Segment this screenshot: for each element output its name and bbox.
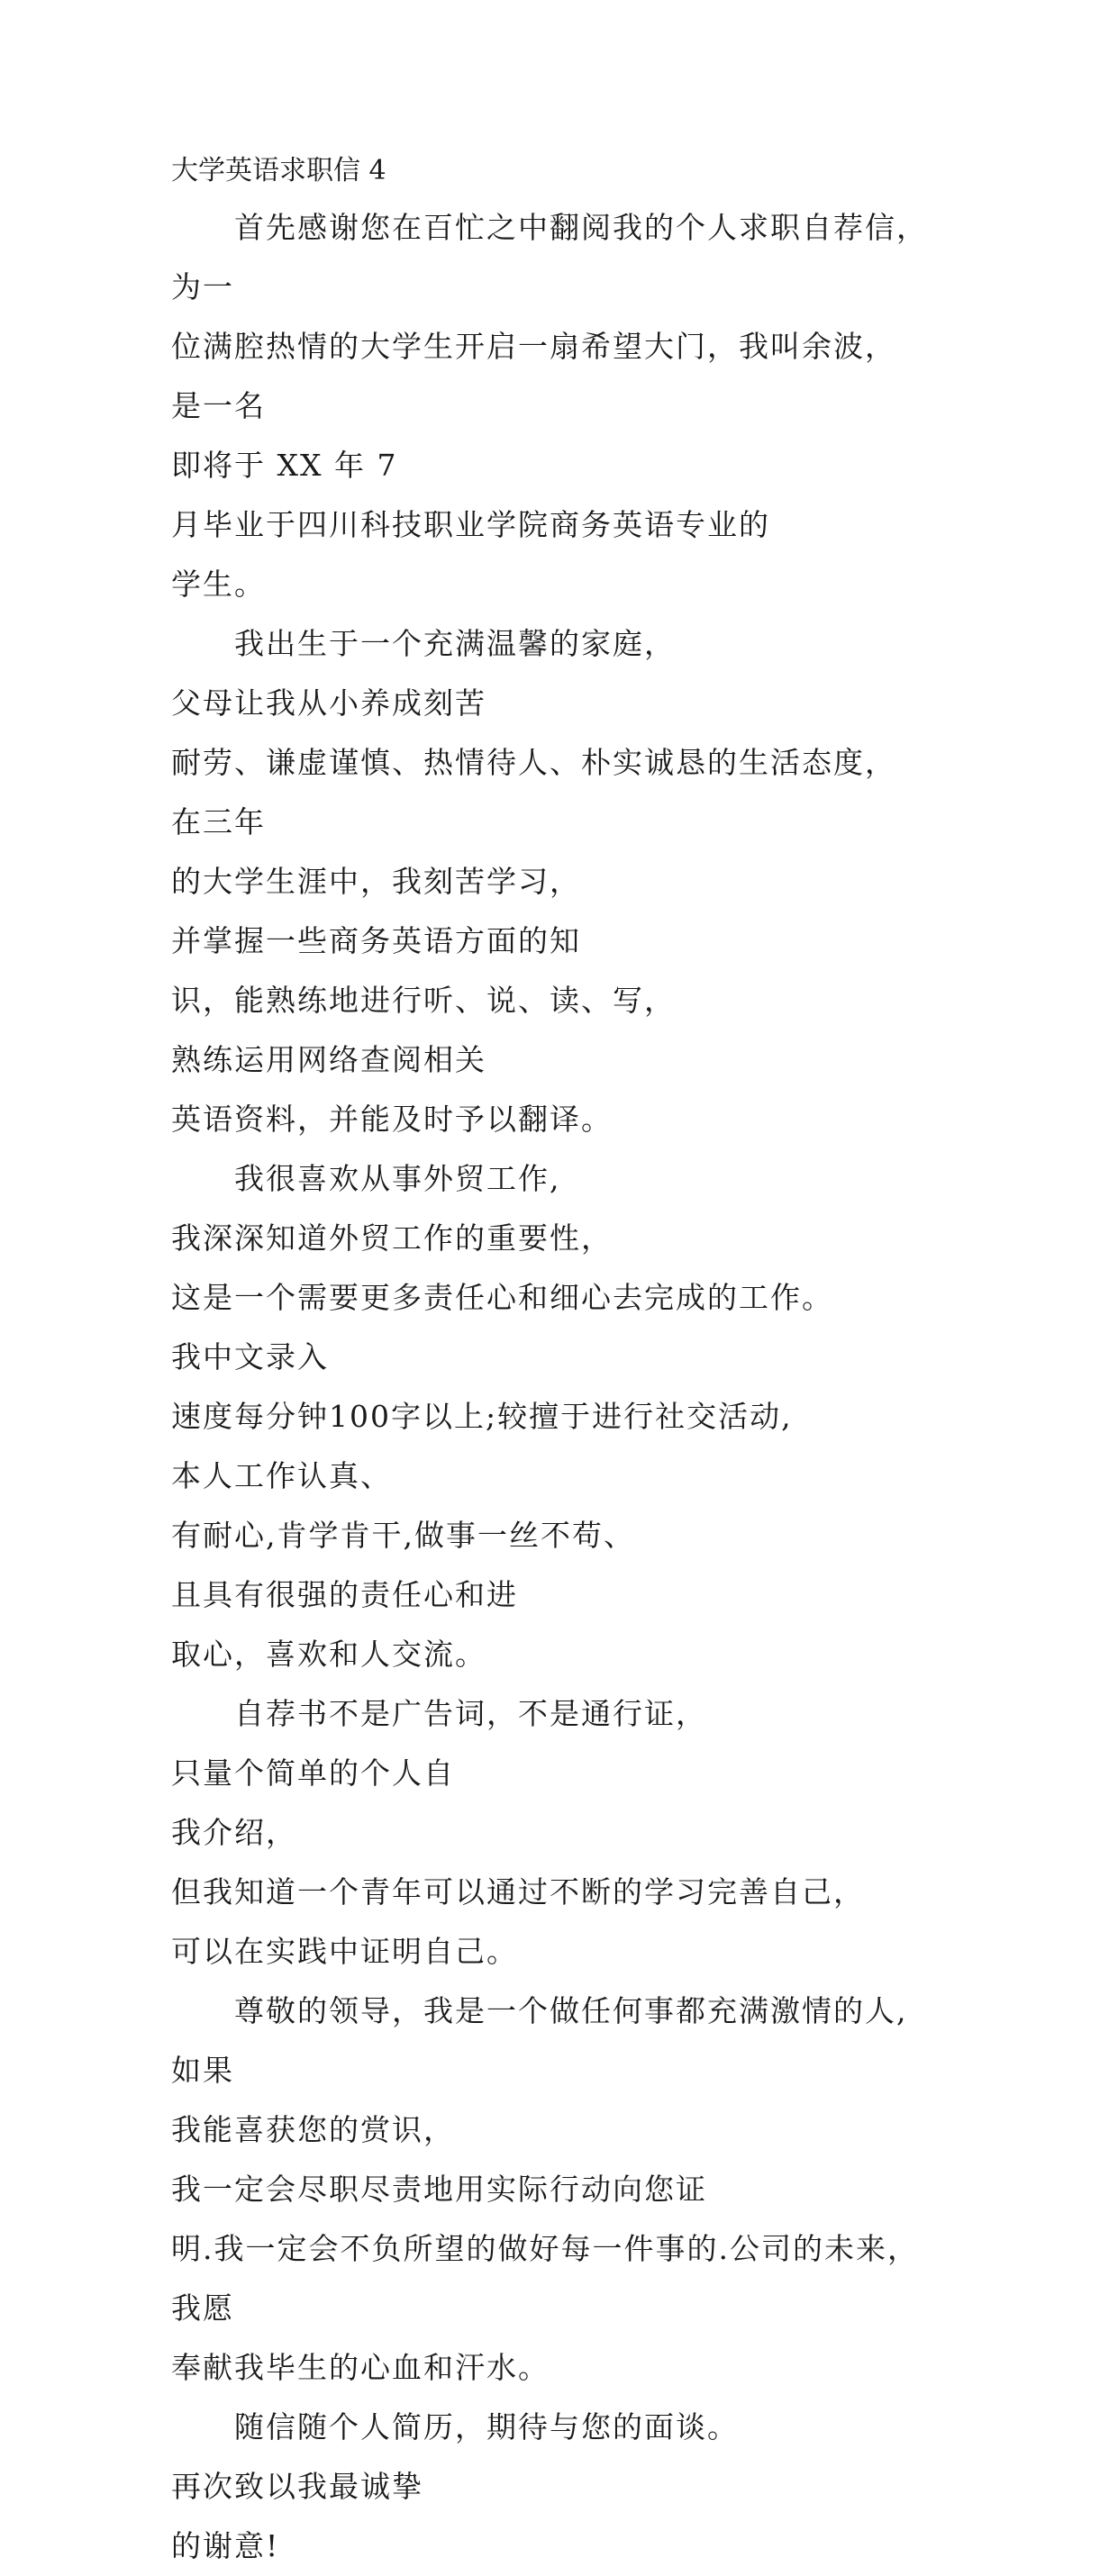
- document-title: 大学英语求职信 4: [171, 155, 386, 186]
- paragraph-commitment: 尊敬的领导，我是一个做任何事都充满激情的人,如果 我能喜获您的赏识，我一定会尽职尽责地用实际行动向您证 明.我一定会不负所望的做好每一件事的.公司的未来，我愿 奉献我毕生的心血和汗水。: [171, 1993, 919, 2385]
- paragraph-self-recommendation: 自荐书不是广告词，不是通行证，只量个简单的个人自 我介绍，但我知道一个青年可以通过不断的学习完善自己， 可以在实践中证明自己。: [171, 1696, 865, 1969]
- paragraph-closing: 随信随个人简历，期待与您的面谈。再次致以我最诚挚 的谢意!: [171, 2409, 739, 2563]
- paragraph-introduction: 首先感谢您在百忙之中翻阅我的个人求职自荐信，为一 位满腔热情的大学生开启一扇希望大门，我叫余波，是一名 即将于 XX 年 7 月毕业于四川科技职业学院商务英语专业的 学生。: [171, 210, 928, 602]
- paragraph-background: 我出生于一个充满温馨的家庭，父母让我从小养成刻苦 耐劳、谦虚谨慎、热情待人、朴实诚恳的生活态度，在三年 的大学生涯中，我刻苦学习，并掌握一些商务英语方面的知 识，能熟练地进行听、说、读、写，熟练运用网络查阅相关 英语资料，并能及时予以翻译。: [171, 626, 896, 1137]
- document-body: [171, 144, 964, 2576]
- paragraph-work-interest: 我很喜欢从事外贸工作,我深深知道外贸工作的重要性， 这是一个需要更多责任心和细心去完成的工作。我中文录入 速度每分钟100字以上;较擅于进行社交活动,本人工作认真、 有耐心,肯学肯干,做事一丝不苟、且具有很强的责任心和进 取心，喜欢和人交流。: [171, 1161, 833, 1672]
